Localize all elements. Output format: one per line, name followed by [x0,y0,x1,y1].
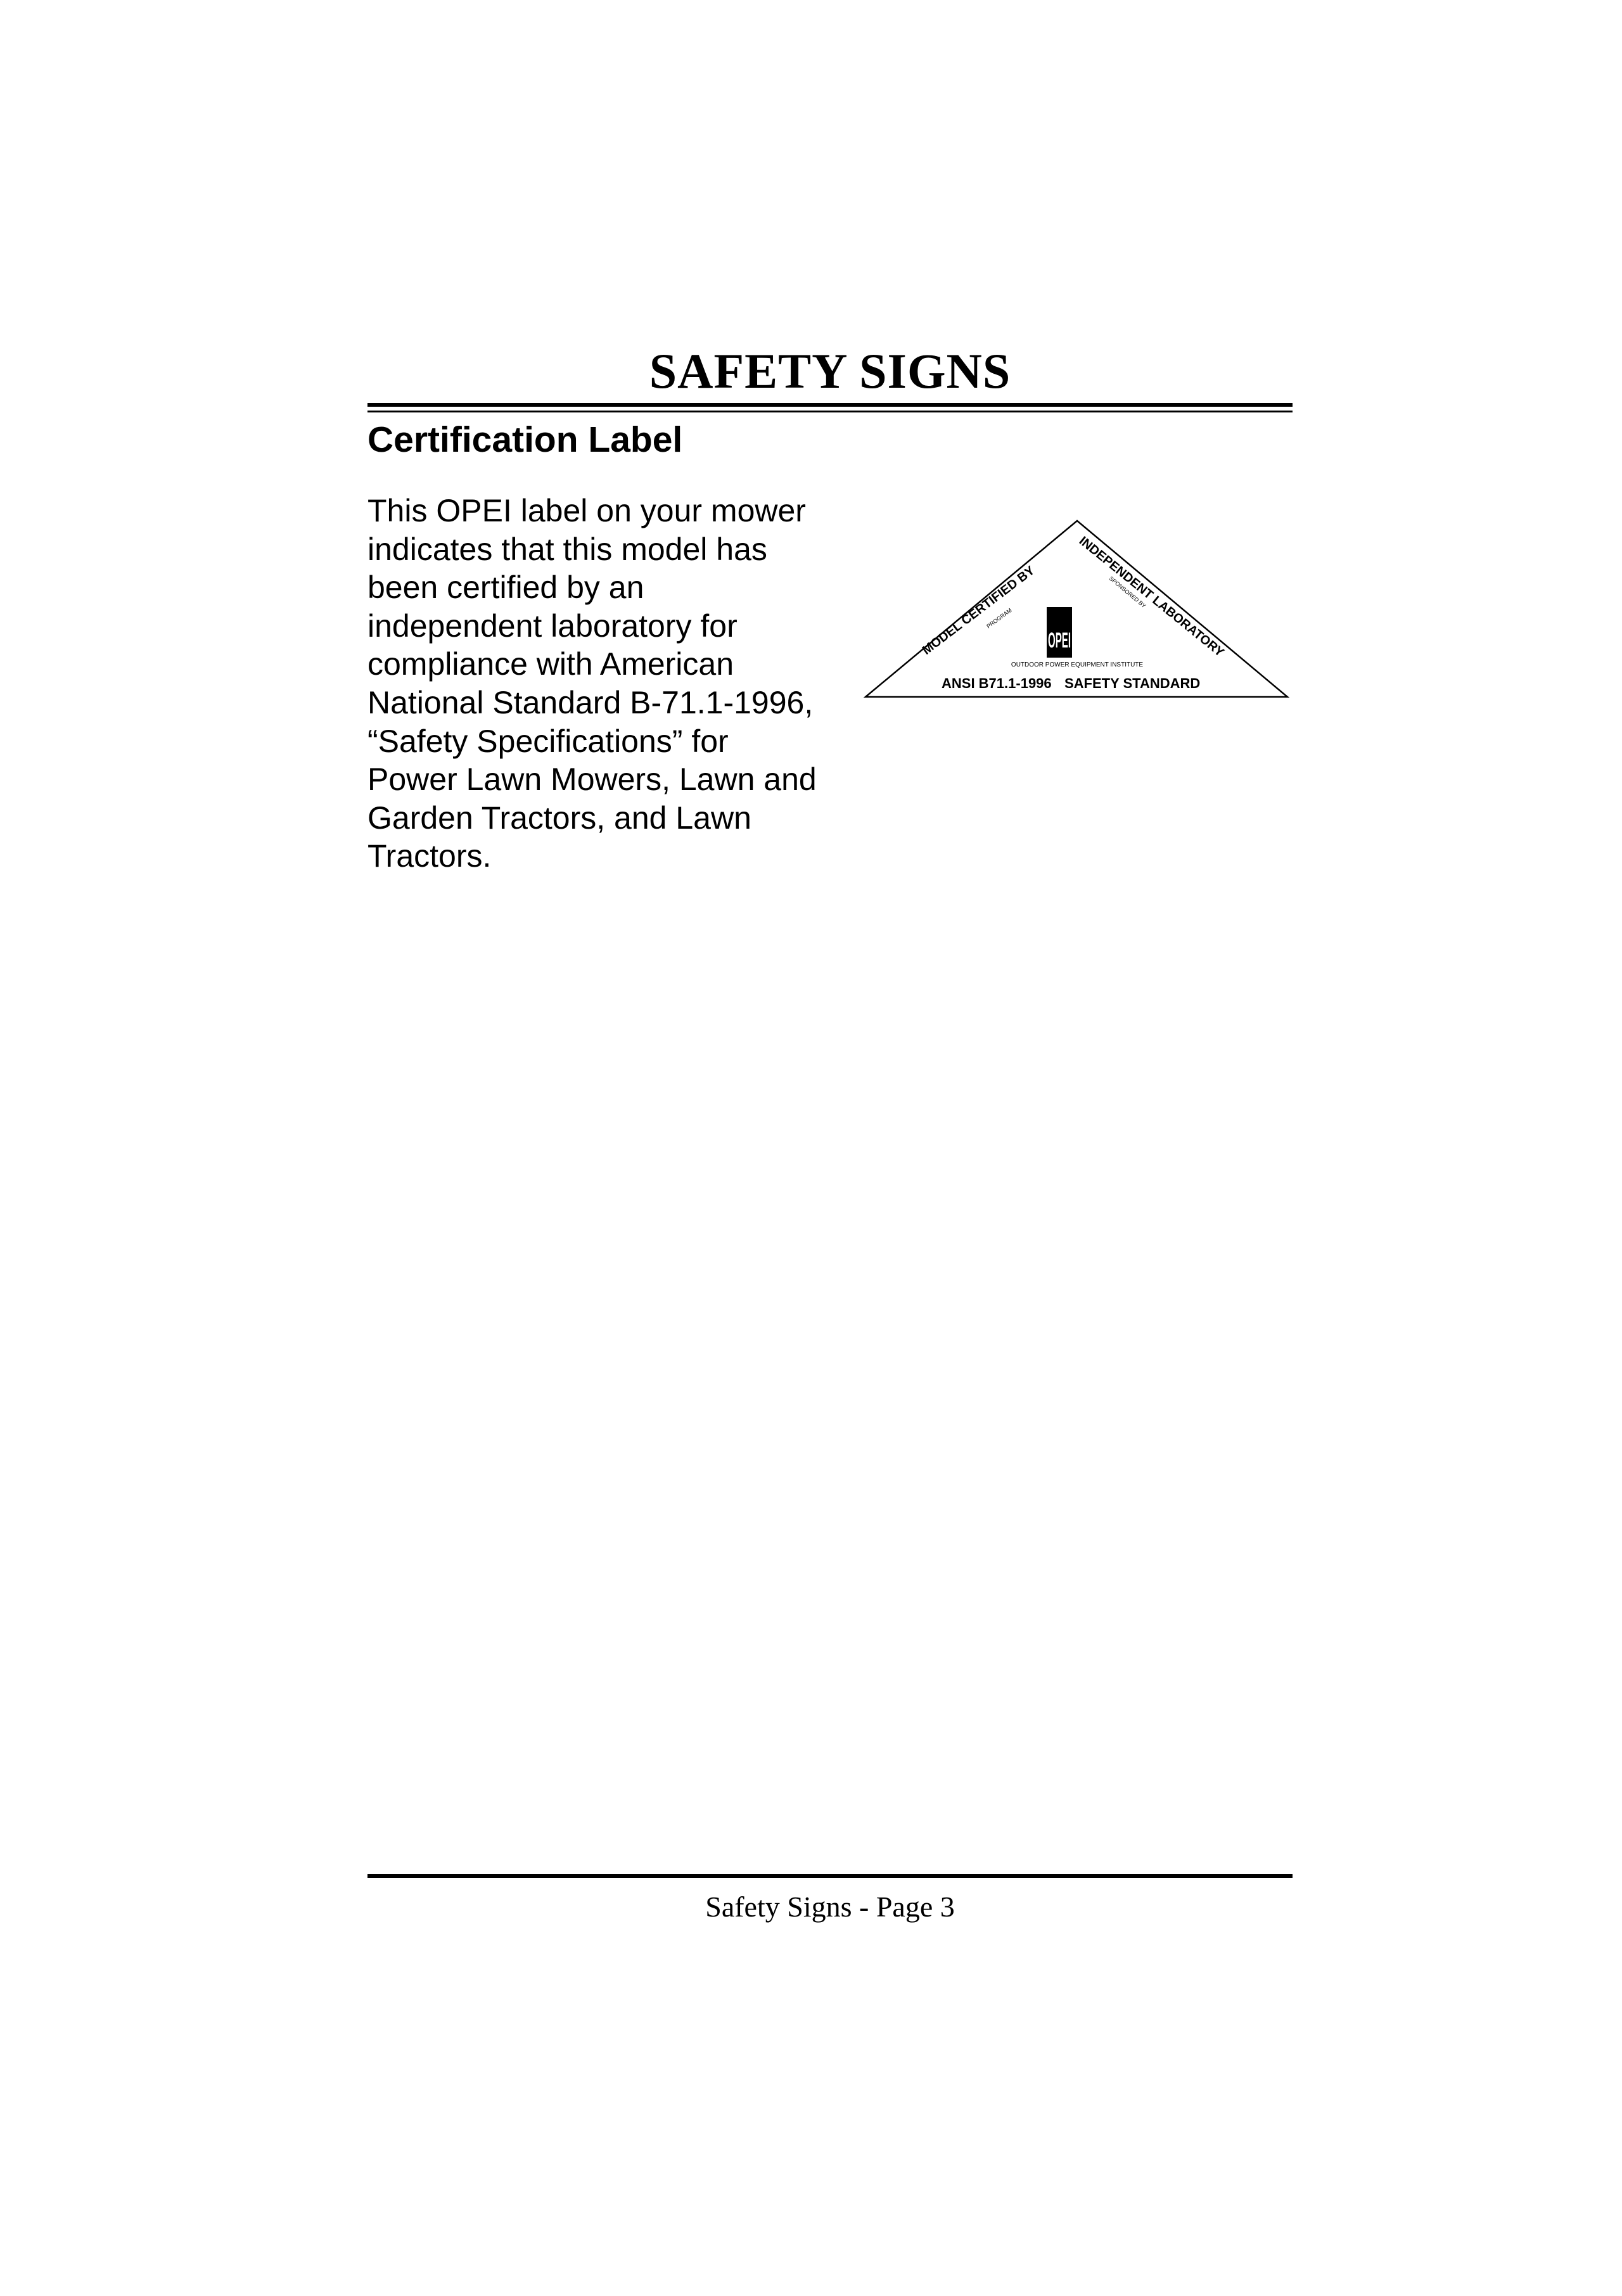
title-rule-thick [367,403,1293,407]
body-paragraph [367,492,862,876]
standard-left-text: ANSI B71.1-1996 [942,675,1052,691]
section-heading: Certification Label [367,419,683,460]
opei-triangle-graphic [855,513,1299,703]
title-rule-thin [367,411,1293,412]
program-text: PROGRAM [985,607,1013,630]
left-edge-text: MODEL CERTIFIED BY [919,563,1038,658]
opei-logo [1047,607,1072,658]
page-number: Safety Signs - Page 3 [705,1891,955,1923]
body-line: “Safety Specifications” for [367,723,729,759]
logo-text: OPEI [1048,628,1071,653]
body-line: independent laboratory for [367,608,738,644]
institute-text: OUTDOOR POWER EQUIPMENT INSTITUTE [1011,661,1144,668]
triangle-outline [865,521,1287,697]
body-line: National Standard B-71.1-1996, [367,684,814,720]
body-line: Garden Tractors, and Lawn [367,800,751,836]
body-line: Power Lawn Mowers, Lawn and [367,762,817,798]
right-edge-text: INDEPENDENT LABORATORY [1076,533,1227,660]
page-title: SAFETY SIGNS [649,343,1011,399]
body-line: Tractors. [367,838,492,874]
sponsored-text: SPONSORED BY [1108,575,1147,609]
body-line: This OPEI label on your mower [367,493,806,528]
opei-certification-label [855,513,1299,703]
body-line: compliance with American [367,646,734,682]
body-line: been certified by an [367,570,644,606]
standard-right-text: SAFETY STANDARD [1064,675,1201,691]
footer-rule [367,1874,1293,1878]
body-line: indicates that this model has [367,531,767,567]
